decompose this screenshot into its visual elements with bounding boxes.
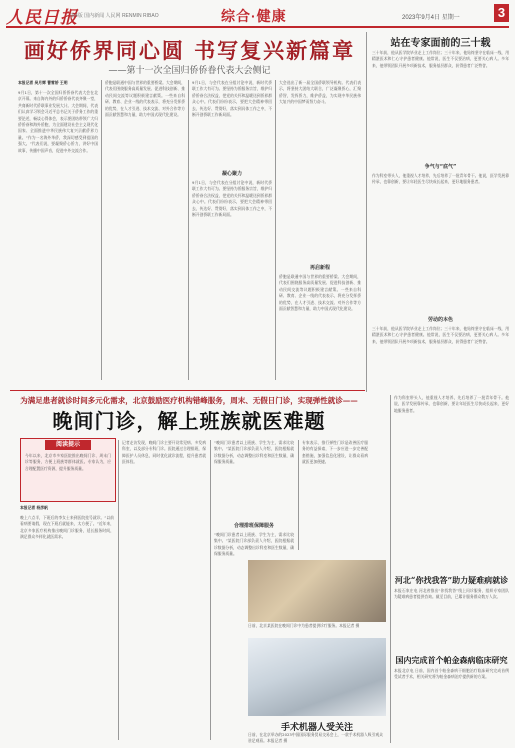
surgical-robot-photo bbox=[248, 638, 386, 716]
newspaper-logo: 人民日报 bbox=[6, 8, 78, 28]
lead-column-4: 大会选出了新一届全国侨联领导机构。代表们表示，将坚持大团结大联合，广泛凝聚侨心，汇聚侨智，发挥侨力，维护侨益，为实现中华民族伟大复兴的中国梦而努力奋斗。 bbox=[279, 80, 361, 105]
right-story-column-2: 作为科室带头人，他重视人才培养，先后培养了一批青年骨干。他说，医学发展靠传承，也靠创新，要让年轻医生尽快成长起来，更好地服务患者。 bbox=[372, 173, 509, 185]
hebei-text: 本报石家庄电 河北省推出“你找我答”线上问诊服务，组织专家团队为疑难病患者提供咨询。截至目前，已累计服务群众数万人次。 bbox=[394, 588, 509, 600]
column-divider bbox=[101, 80, 102, 380]
parkinson-text: 本报北京电 日前，国内首个帕金森病干细胞治疗临床研究完成首例受试者手术，相关研究将为帕金森病治疗提供新的方案。 bbox=[394, 668, 509, 680]
reading-tip-text: 今年以来，北京市多家医院推出晚间门诊、周末门诊等服务，方便上班族等群体就医。专家认为，应合理配置医疗资源，提升服务质量。 bbox=[25, 453, 111, 471]
parkinson-headline: 国内完成首个帕金森病临床研究 bbox=[395, 655, 508, 665]
reading-tip-box bbox=[20, 438, 116, 502]
second-column-1: 晚上六点半，下班后的李女士来到医院挂号就诊。“以前看病要请假，现在下班后就能来，太方便了。”近年来，北京多家医疗机构推出晚间门诊服务，延长服务时间，满足群众多样化就医需求。 bbox=[20, 515, 114, 540]
lead-subheadline: ——第十一次全国归侨侨眷代表大会侧记 bbox=[108, 66, 271, 76]
section-title: 综合·健康 bbox=[221, 8, 287, 24]
right-story-column: 三十年前，他从医学院毕业走上工作岗位；三十年来，他始终坚守在临床一线，用精湛医术和仁心守护患者健康。他常说，医生不仅要治病，更要关心病人。多年来，他带领团队开展多项新技术，服务基层群众，获得患者广泛赞誉。 bbox=[372, 50, 509, 68]
lead-column-1: 9月1日，第十一次全国归侨侨眷代表大会在北京开幕。来自海内外的归侨侨眷代表齐聚一堂，共商新时代侨联事业发展大计。大会期间，代表们认真学习领会习近平总书记关于侨务工作的重要论述，畅谈心得体会，表示要团结带领广大归侨侨眷和海外侨胞，为全面建设社会主义现代化国家、全面推进中华民族伟大复兴贡献侨界力量。“作为一名海外华侨，我深切感受到祖国的强大。”代表们说，要凝聚侨心侨力，讲好中国故事，传播中国声音，促进中外交流合作。 bbox=[18, 90, 98, 153]
second-subhead-a: 合理排班保障服务 bbox=[233, 523, 274, 529]
lead-column-3a: 9月1日，与会代表在分组讨论中说，新时代侨联工作大有可为。要坚持为侨服务宗旨，维护归侨侨眷合法权益，把党的关怀和温暖送到侨界群众心中。代表们纷纷表示，要把大会精神带回去，传达好、贯彻好，落实到具体工作之中，不断开创侨联工作新局面。 bbox=[192, 80, 272, 118]
column-divider bbox=[210, 440, 211, 740]
second-column-2: 记者走访发现，晚间门诊主要开设常见病、多发病科室，以及部分专科门诊。医院通过合理排班，保障医护人员休息，同时优化就诊流程，提升患者就医体验。 bbox=[122, 440, 206, 465]
lead-byline: 本报记者 吴月辉 曹雪娇 王明 bbox=[18, 80, 68, 85]
right-story-headline: 站在专家面前的三十载 bbox=[390, 38, 491, 49]
lead-column-5: 侨胞是联通中国与世界的重要桥梁。大会期间，代表们围绕服务高质量发展、促进科技创新、推动民间交流等议题积极建言献策。一些来自科研、教育、企业一线的代表表示，将充分发挥侨的优势，在人才引进、技术交流、对外合作等方面贡献智慧和力量，助力中国式现代化建设。 bbox=[279, 274, 361, 312]
clinic-photo bbox=[248, 560, 386, 622]
lead-subhead-a: 凝心聚力 bbox=[221, 171, 242, 177]
column-divider bbox=[366, 32, 367, 392]
column-divider bbox=[275, 80, 276, 380]
section-rule bbox=[10, 390, 365, 391]
column-divider bbox=[298, 440, 299, 550]
second-column-3a: “晚间门诊患者以上班族、学生为主，需求比较集中。”某医院门诊部负责人介绍，医院根据就诊数据分析，动态调整出诊科室和医生数量，确保服务质量。 bbox=[214, 440, 294, 465]
column-divider bbox=[390, 395, 391, 743]
right-lower-column: 作为科室带头人，他重视人才培养，先后培养了一批青年骨干。他说，医学发展靠传承，也靠创新，要让年轻医生尽快成长起来，更好地服务患者。 bbox=[394, 395, 509, 413]
lead-headline: 画好侨界同心圆 书写复兴新篇章 bbox=[23, 38, 356, 63]
column-divider bbox=[118, 440, 119, 740]
lead-column-3b: 9月1日，与会代表在分组讨论中说，新时代侨联工作大有可为。要坚持为侨服务宗旨，维护归侨侨眷合法权益，把党的关怀和温暖送到侨界群众心中。代表们纷纷表示，要把大会精神带回去，传达好、贯彻好，落实到具体工作之中，不断开创侨联工作新局面。 bbox=[192, 180, 272, 218]
clinic-photo-caption: 日前，北京某医院在晚间门诊中为患者提供诊疗服务。本报记者 摄 bbox=[248, 623, 360, 628]
second-column-4: 专家表示，推行弹性门诊是改善医疗服务的有益探索，下一步应进一步完善配套措施，加强信息化建设，让群众看病就医更加便捷。 bbox=[302, 440, 368, 465]
reading-tip-title: 阅读提示 bbox=[45, 440, 91, 450]
second-column-3b: “晚间门诊患者以上班族、学生为主，需求比较集中。”某医院门诊部负责人介绍，医院根据就诊数据分析，动态调整出诊科室和医生数量，确保服务质量。 bbox=[214, 532, 294, 557]
robot-caption: 日前，在北京举办的2023中国国际服务贸易交易会上，一款手术机器人吸引观众驻足观看。本报记者 摄 bbox=[248, 732, 383, 743]
issue-date: 2023年9月4日 星期一 bbox=[402, 15, 460, 21]
hebei-headline: 河北“你找我答”助力疑难病就诊 bbox=[394, 575, 509, 585]
right-story-subhead: 争气与“底气” bbox=[424, 164, 457, 170]
page-number: 3 bbox=[494, 4, 509, 22]
right-story-subhead-2: 劳动的本色 bbox=[427, 317, 453, 323]
robot-headline: 手术机器人受关注 bbox=[280, 723, 353, 733]
second-story-kicker: 为满足患者就诊时间多元化需求，北京鼓励医疗机构错峰服务，周末、无假日门诊，实现弹性就诊—— bbox=[20, 396, 358, 405]
second-story-headline: 晚间门诊，解上班族就医难题 bbox=[52, 409, 326, 433]
second-byline: 本报记者 杨彦帆 bbox=[20, 505, 48, 510]
masthead bbox=[6, 4, 509, 28]
lead-column-2: 侨胞是联通中国与世界的重要桥梁。大会期间，代表们围绕服务高质量发展、促进科技创新、推动民间交流等议题积极建言献策。一些来自科研、教育、企业一线的代表表示，将充分发挥侨的优势，在人才引进、技术交流、对外合作等方面贡献智慧和力量，助力中国式现代化建设。 bbox=[105, 80, 185, 118]
lead-subhead-b: 再启新程 bbox=[309, 265, 330, 271]
right-story-column-3: 三十年前，他从医学院毕业走上工作岗位；三十年来，他始终坚守在临床一线，用精湛医术和仁心守护患者健康。他常说，医生不仅要治病，更要关心病人。多年来，他带领团队开展多项新技术，服务基层群众，获得患者广泛赞誉。 bbox=[372, 326, 509, 344]
column-divider bbox=[188, 80, 189, 380]
logo-subtitle: 第4版 国内新闻 人民网 RENMIN RIBAO bbox=[70, 13, 159, 19]
